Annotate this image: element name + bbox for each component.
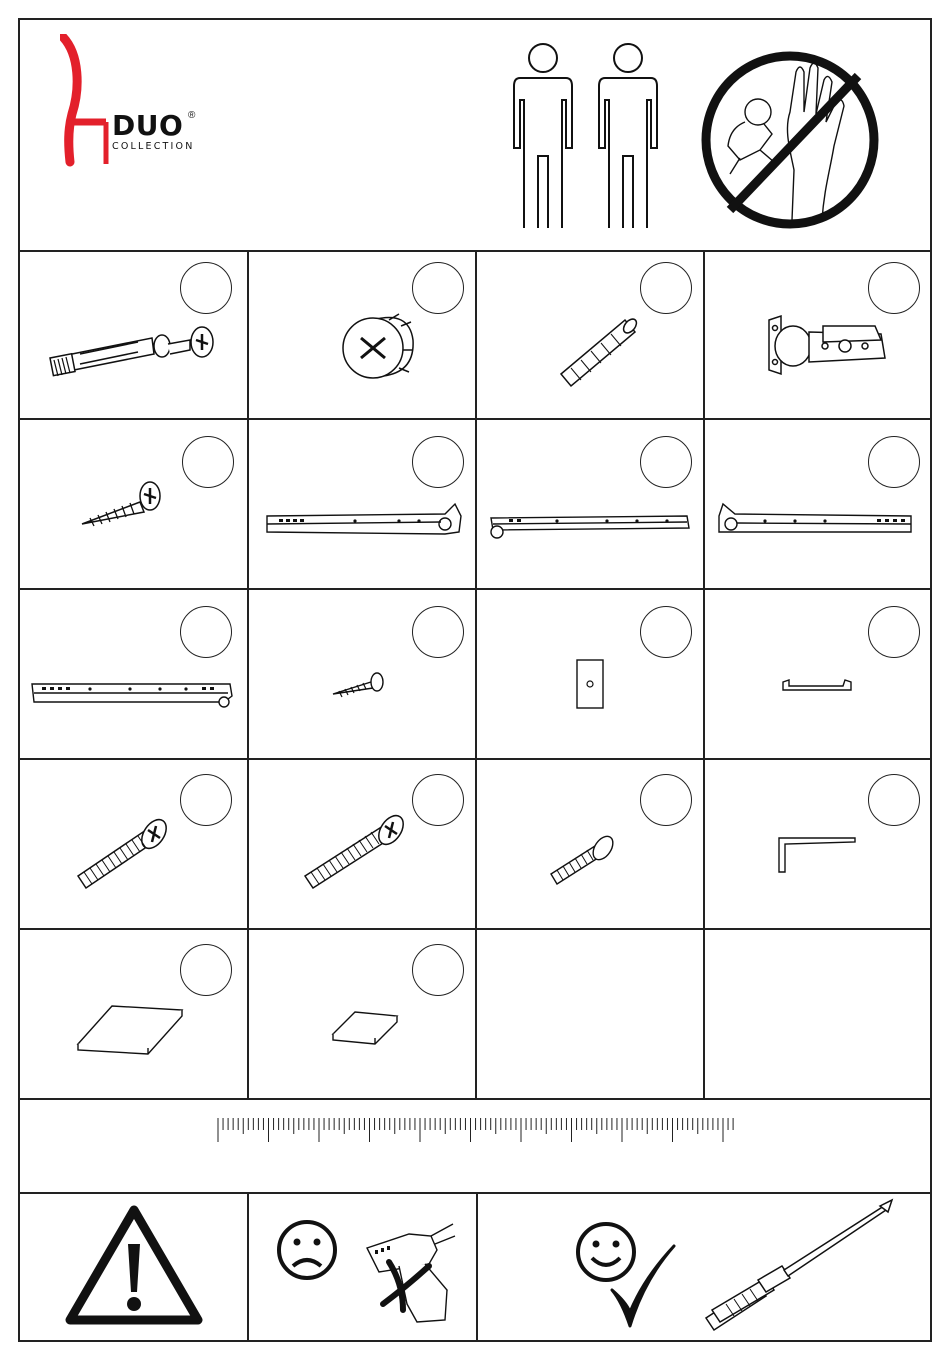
use-screwdriver-icon xyxy=(704,1198,904,1338)
parts-row xyxy=(20,590,930,760)
part-cell xyxy=(705,420,930,588)
instruction-sheet xyxy=(18,18,932,1342)
drawer-runner-left-icon xyxy=(705,420,930,588)
part-cell xyxy=(477,760,705,928)
no-power-drill-icon xyxy=(359,1214,459,1326)
machine-bolt-large-icon xyxy=(20,760,249,928)
no-children-prohibition-icon xyxy=(700,50,880,230)
use-screwdriver-cell xyxy=(478,1192,930,1342)
empty-cell xyxy=(477,930,705,1098)
part-cell xyxy=(249,250,477,418)
felt-pad-large-icon xyxy=(20,930,249,1098)
part-cell xyxy=(20,420,249,588)
ruler-row xyxy=(20,1100,930,1194)
sad-face-icon xyxy=(275,1218,341,1284)
small-screw-icon xyxy=(249,590,477,758)
part-cell xyxy=(20,930,249,1098)
drawer-runner-icon xyxy=(477,420,705,588)
caution-cell xyxy=(20,1192,249,1342)
wood-screw-icon xyxy=(20,420,249,588)
part-cell xyxy=(249,590,477,758)
part-cell xyxy=(477,590,705,758)
two-person-assembly-icon xyxy=(500,38,680,228)
part-cell xyxy=(477,420,705,588)
allen-key-icon xyxy=(705,760,930,928)
cabinet-hinge-icon xyxy=(705,250,930,418)
drawer-runner-right-icon xyxy=(249,420,477,588)
brand-chair-icon xyxy=(60,34,240,174)
part-cell xyxy=(705,590,930,758)
check-mark-icon xyxy=(608,1240,678,1336)
drawer-runner-long-icon xyxy=(20,590,249,758)
parts-row xyxy=(20,420,930,590)
part-cell xyxy=(705,760,930,928)
machine-bolt-small-icon xyxy=(477,760,705,928)
brand-registered: ® xyxy=(188,110,196,121)
part-cell xyxy=(477,250,705,418)
measuring-ruler-icon xyxy=(216,1116,736,1146)
wooden-dowel-icon xyxy=(477,250,705,418)
part-cell xyxy=(249,760,477,928)
part-cell xyxy=(20,760,249,928)
no-drill-cell xyxy=(249,1192,478,1342)
part-cell xyxy=(249,420,477,588)
part-cell xyxy=(705,250,930,418)
handle-icon xyxy=(705,590,930,758)
brand-name: DUO xyxy=(112,109,184,142)
brand-logo xyxy=(60,34,240,174)
cam-lock-icon xyxy=(249,250,477,418)
header xyxy=(20,20,930,252)
brand-subtitle: COLLECTION xyxy=(112,141,195,152)
machine-bolt-medium-icon xyxy=(249,760,477,928)
part-cell xyxy=(20,590,249,758)
felt-pad-small-icon xyxy=(249,930,477,1098)
part-cell xyxy=(249,930,477,1098)
shelf-support-plate-icon xyxy=(477,590,705,758)
tools-row xyxy=(20,1192,930,1342)
warning-triangle-icon xyxy=(64,1204,204,1328)
empty-cell xyxy=(705,930,930,1098)
cam-bolt-icon xyxy=(20,250,249,418)
part-cell xyxy=(20,250,249,418)
parts-row xyxy=(20,760,930,930)
parts-row xyxy=(20,250,930,420)
parts-row xyxy=(20,930,930,1100)
